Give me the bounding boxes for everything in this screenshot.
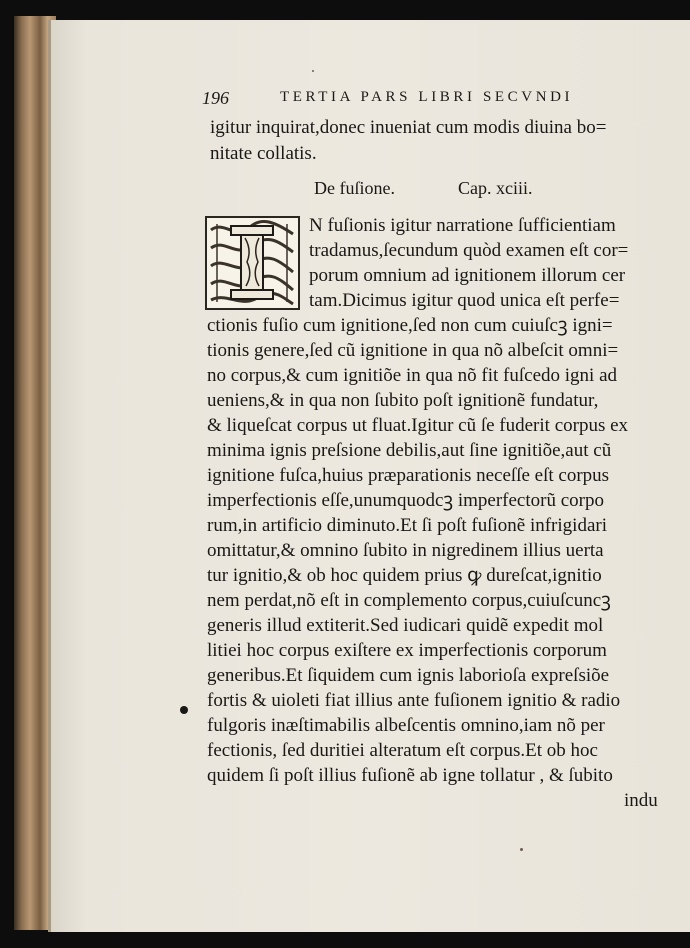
ornamental-initial-icon <box>207 218 298 308</box>
text-line: generis illud extiterit.Sed iudicari quidẽ expedit mol <box>207 615 604 636</box>
paper-speck <box>312 70 314 72</box>
text-line: tionis genere,ſed cũ ignitione in qua nõ albeſcit omni= <box>207 340 619 361</box>
text-line: N fuſionis igitur narratione ſufficientiam <box>309 215 616 236</box>
text-line: & liqueſcat corpus ut fluat.Igitur cũ ſe fuderit corpus ex <box>207 415 629 436</box>
text-line: igitur inquirat,donec inueniat cum modis diuina bo= <box>210 117 607 138</box>
text-line: fortis & uioleti fiat illius ante fuſionem ignitio & radio <box>207 690 621 711</box>
paper-speck <box>520 848 523 851</box>
text-line: tradamus,ſecundum quòd examen eſt cor= <box>309 240 629 261</box>
text-line: ignitione fuſca,huius præparationis neceſſe eſt corpus <box>207 465 610 486</box>
decorated-initial <box>205 216 300 310</box>
text-line: ctionis fuſio cum ignitione,ſed non cum cuiuſcꝫ igni= <box>207 315 613 336</box>
text-line: quidem ſi poſt illius fuſionẽ ab igne tollatur , & ſubito <box>207 765 613 786</box>
text-line: no corpus,& cum ignitiõe in qua nõ fit fuſcedo igni ad <box>207 365 618 386</box>
text-line: ueniens,& in qua non ſubito poſt ignitionẽ fundatur, <box>207 390 599 411</box>
text-line: omittatur,& omnino ſubito in nigredinem illius uerta <box>207 540 604 561</box>
page-gutter-edge <box>48 20 51 932</box>
running-title: TERTIA PARS LIBRI SECVNDI <box>280 89 574 105</box>
text-line: tur ignitio,& ob hoc quidem prius ꝙ dureſcat,ignitio <box>207 565 602 586</box>
text-line: porum omnium ad ignitionem illorum cer <box>309 265 626 286</box>
catchword: indu <box>624 790 658 811</box>
chapter-heading: De fuſione. <box>314 178 395 198</box>
text-line: minima ignis preſsione debilis,aut ſine ignitiõe,aut cũ <box>207 440 612 461</box>
text-line: nem perdat,nõ eſt in complemento corpus,cuiuſcuncꝫ <box>207 590 611 611</box>
text-line: fectionis, ſed duritiei alteratum eſt corpus.Et ob hoc <box>207 740 598 761</box>
text-line: generibus.Et ſiquidem cum ignis laborioſa expreſsiõe <box>207 665 610 686</box>
text-line: litiei hoc corpus exiſtere ex imperfectionis corporum <box>207 640 607 661</box>
margin-bullet <box>180 706 188 714</box>
text-line: nitate collatis. <box>210 143 317 164</box>
chapter-number: Cap. xciii. <box>458 178 533 198</box>
text-line: fulgoris inæſtimabilis albeſcentis omnino,iam nõ per <box>207 715 605 736</box>
page-number: 196 <box>202 88 229 108</box>
text-line: tam.Dicimus igitur quod unica eſt perfe= <box>309 290 620 311</box>
text-line: rum,in artificio diminuto.Et ſi poſt fuſionẽ infrigidari <box>207 515 607 536</box>
text-line: imperfectionis eſſe,unumquodcꝫ imperfectorũ corpo <box>207 490 604 511</box>
running-header <box>202 88 638 110</box>
